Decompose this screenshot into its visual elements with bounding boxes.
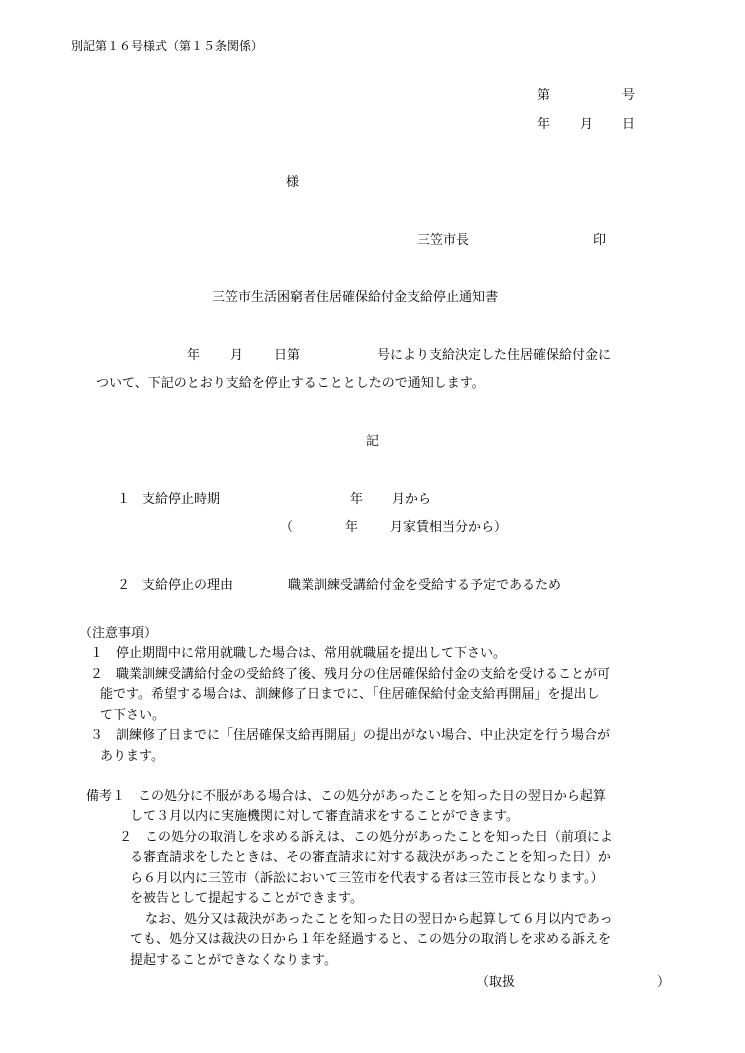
item1-nen: 年 — [350, 492, 364, 507]
remark-3b: ても、処分又は裁決の日から１年を経過すると、この処分の取消しを求める訴えを — [130, 932, 612, 947]
issuer-seal: 印 — [593, 233, 607, 248]
header-go: 号 — [622, 88, 636, 103]
remark-2b: る審査請求をしたときは、その審査請求に対する裁決があったことを知った日）か — [130, 850, 611, 865]
header-dai: 第 — [537, 88, 551, 103]
header-nen: 年 — [537, 117, 551, 132]
document-title: 三笠市生活困窮者住居確保給付金支給停止通知書 — [212, 290, 499, 305]
header-tsuki: 月 — [580, 117, 594, 132]
note-2b: 能です。希望する場合は、訓練修了日までに、「住居確保給付金支給再開届」を提出し — [100, 687, 600, 702]
item1-nen2: 年 — [345, 520, 359, 535]
body-nen: 年 — [187, 348, 201, 363]
body-line1-text: 号により支給決定した住居確保給付金に — [377, 348, 612, 363]
header-hi: 日 — [622, 117, 636, 132]
notes-heading: （注意事項） — [79, 626, 158, 641]
addressee-suffix: 様 — [286, 175, 300, 190]
note-3b: あります。 — [100, 749, 164, 764]
item1-label: 支給停止時期 — [142, 492, 221, 507]
item1-paren-open: （ — [280, 520, 294, 535]
remark-1a: 備考１ この処分に不服がある場合は、この処分があったことを知った日の翌日から起算 — [86, 789, 606, 804]
footer-close: ） — [657, 975, 671, 990]
remark-1b: して３月以内に実施機関に対して審査請求をすることができます。 — [130, 809, 519, 824]
ki-heading: 記 — [366, 434, 380, 449]
remark-3c: 提起することができなくなります。 — [130, 953, 337, 968]
item1-tsuki-suffix: 月家賃相当分から） — [390, 520, 508, 535]
footer-open: （取扱 — [476, 975, 516, 990]
body-tsuki: 月 — [230, 348, 244, 363]
item1-tsuki-kara: 月から — [392, 492, 432, 507]
body-line2: ついて、下記のとおり支給を停止することとしたので通知します。 — [96, 376, 485, 391]
remark-2a: ２ この処分の取消しを求める訴えは、この処分があったことを知った日（前項によ — [119, 830, 613, 845]
note-2a: ２ 職業訓練受講給付金の受給終了後、残月分の住居確保給付金の支給を受けることが可 — [90, 667, 611, 682]
note-2c: て下さい。 — [100, 708, 166, 723]
note-3a: ３ 訓練修了日までに「住居確保支給再開届」の提出がない場合、中止決定を行う場合が — [90, 728, 611, 743]
issuer-title: 三笠市長 — [417, 233, 470, 248]
item2-label: 支給停止の理由 — [142, 578, 234, 593]
remark-2d: を被告として提起することができます。 — [130, 891, 363, 906]
item2-number: ２ — [117, 578, 131, 593]
form-label: 別記第１６号様式（第１５条関係） — [71, 39, 264, 53]
remark-3a: なお、処分又は裁決があったことを知った日の翌日から起算して６月以内であっ — [145, 912, 613, 927]
item1-number: １ — [117, 492, 131, 507]
remark-2c: ら６月以内に三笠市（訴訟において三笠市を代表する者は三笠市長となります。） — [130, 871, 604, 886]
item2-reason: 職業訓練受講給付金を受給する予定であるため — [288, 578, 562, 593]
note-1: １ 停止期間中に常用就職した場合は、常用就職届を提出して下さい。 — [90, 646, 507, 661]
body-hi-dai: 日第 — [274, 348, 301, 363]
